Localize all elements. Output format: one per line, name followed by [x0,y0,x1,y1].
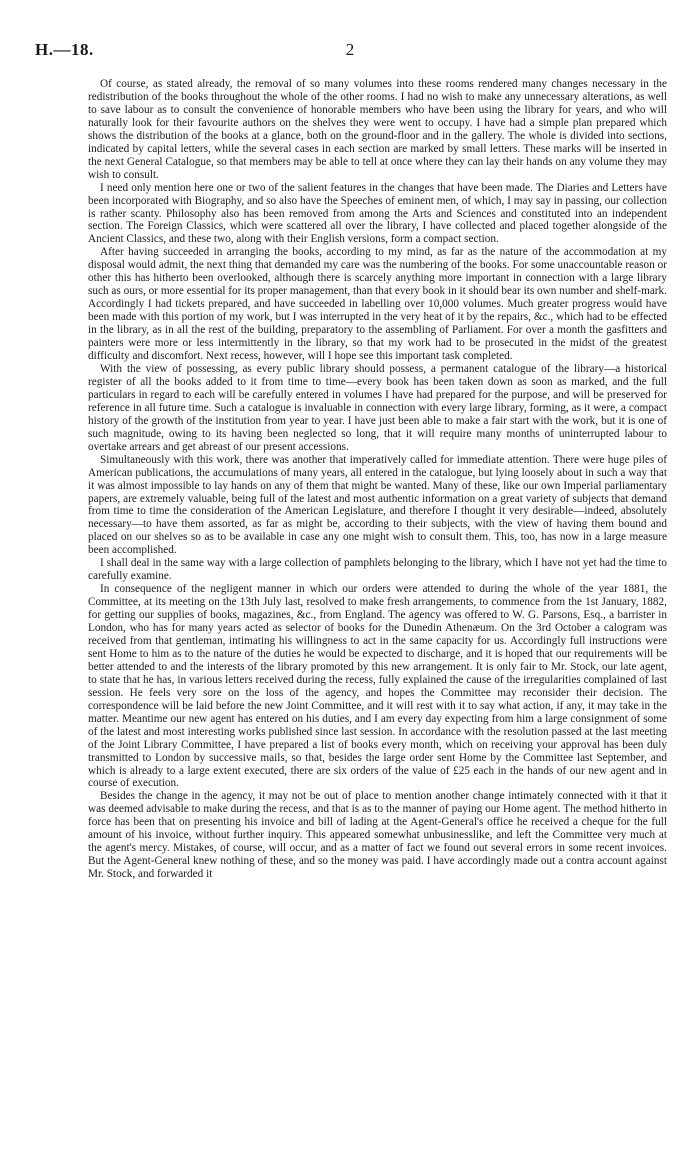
running-head [0,40,700,60]
paragraph-catalogue: With the view of possessing, as every public library should possess, a permanent catalogue of the library—a historical register of all the books added to it from time to time—every book has been taken down as soon as marked, and the full particulars in regard to each will be carefully entered in volumes I have had prepared for the purpose, and will be preserved for reference in all future time. Such a catalogue is invaluable in connection with every large library, forming, as it were, a compact history of the growth of the institution from year to year. I have just been able to make a fair start with the work, but it is one of such magnitude, owing to its having been neglected so long, that it will require many months of uninterrupted labour to overtake arrears and get abreast of our present accessions. [88,362,667,453]
paragraph-agency: In consequence of the negligent manner in which our orders were attended to during the whole of the year 1881, the Committee, at its meeting on the 13th July last, resolved to make fresh arrangements, to commence from the 1st January, 1882, for getting our supplies of books, magazines, &c., from England. The agency was offered to W. G. Parsons, Esq., a barrister in London, who has for many years acted as selector of books for the Dunedin Athenæum. On the 3rd October a calogram was received from that gentleman, intimating his willingness to act in the same capacity for us. Accordingly full instructions were sent Home to him as to the nature of the duties he would be expected to discharge, and it is hoped that our requirements will be better attended to and the interests of the library promoted by this new arrangement. It is only fair to Mr. Stock, our late agent, to state that he has, in various letters received during the recess, fully explained the cause of the irregularities complained of last session. He feels very sore on the loss of the agency, and hopes the Committee may reconsider their decision. The correspondence will be laid before the new Joint Committee, and it will rest with it to say what action, if any, it may take in the matter. Meantime our new agent has entered on his duties, and I am every day expecting from him a large consignment of some of the latest and most interesting works published since last session. In accordance with the resolution passed at the last meeting of the Joint Library Committee, I have prepared a list of books every month, which on receiving your approval has been duly transmitted to London by successive mails, so that, besides the large order sent Home by the Committee last September, and which is already to a large extent executed, there are six orders of the value of £25 each in the hands of our new agent and in course of execution. [88,583,667,790]
paragraph-salient-features: I need only mention here one or two of the salient features in the changes that have been made. The Diaries and Letters have been incorporated with Biography, and so also have the Speeches of eminent men, of which, I may say in passing, our collection is rather scanty. Philosophy also has been removed from among the Arts and Sciences and constituted into an independent section. The Foreign Classics, which were scattered all over the library, I have collected and placed together alongside of the Ancient Classics, and these two, along with their English versions, form a compact section. [88,181,667,246]
page-number: 2 [345,40,355,59]
paragraph-pamphlets: I shall deal in the same way with a large collection of pamphlets belonging to the library, which I have not yet had the time to carefully examine. [88,557,667,583]
document-reference: H.—18. [35,40,94,59]
paragraph-payment: Besides the change in the agency, it may not be out of place to mention another change intimately connected with it that it was deemed advisable to make during the recess, and that is as to the manner of paying our Home agent. The method hitherto in force has been that on presenting his invoice and bill of lading at the Agent-General's office he received a cheque for the full amount of his invoice, without further inquiry. This appeared somewhat unbusinesslike, and left the Committee very much at the agent's mercy. Mistakes, of course, will occur, and as a matter of fact we found out several errors in some recent invoices. But the Agent-General knew nothing of these, and so the money was paid. I have accordingly made out a contra account against Mr. Stock, and forwarded it [88,790,667,881]
paragraph-numbering: After having succeeded in arranging the books, according to my mind, as far as the nature of the accommodation at my disposal would admit, the next thing that demanded my care was the numbering of the books. For some unaccountable reason or other this has hitherto been overlooked, although there is scarcely anything more important in connection with a large library such as ours, or more essential for its proper management, than that every book in it should bear its own number and shelf-mark. Accordingly I had tickets prepared, and have succeeded in labelling over 10,000 volumes. Much greater progress would have been made with this portion of my work, but I was interrupted in the very heat of it by the repairs, &c., which had to be effected in the library, as in all the rest of the building, preparatory to the assembling of Parliament. For over a month the gasfitters and painters were more or less intermittently in the library, so that my work had to be prosecuted in the midst of the greatest difficulty and discomfort. Next recess, however, will I hope see this important task completed. [88,246,667,363]
paragraph-american-publications: Simultaneously with this work, there was another that imperatively called for immediate attention. There were huge piles of American publications, the accumulations of many years, all entered in the catalogue, but lying loosely about in such a way that it was almost impossible to lay hands on any of them that might be wanted. Many of these, like our own Imperial parliamentary papers, are extremely valuable, being full of the latest and most authentic information on a great variety of subjects that demand from time to time the consideration of the American Legislature, and therefore I thought it very desirable—indeed, absolutely necessary—to have them assorted, as far as might be, according to their subjects, with the view of having them bound and placed on our shelves so as to be available in case any one might wish to consult them. This, too, has now in a large measure been accomplished. [88,453,667,557]
body-text [88,78,667,881]
paragraph-rearrangement: Of course, as stated already, the removal of so many volumes into these rooms rendered many changes necessary in the redistribution of the books throughout the whole of the other rooms. I had no wish to make any unnecessary alterations, as well to save labour as to consult the convenience of honorable members who have been using the library for years, and who will naturally look for their favourite authors on the shelves they were went to occupy. I have had a simple plan prepared which shows the distribution of the books at a glance, both on the ground-floor and in the gallery. The whole is divided into sections, indicated by capital letters, while the several cases in each section are marked by small letters. These marks will be inserted in the next General Catalogue, so that members may be able to tell at once where they can lay their hands on any volume they may wish to consult. [88,78,667,181]
